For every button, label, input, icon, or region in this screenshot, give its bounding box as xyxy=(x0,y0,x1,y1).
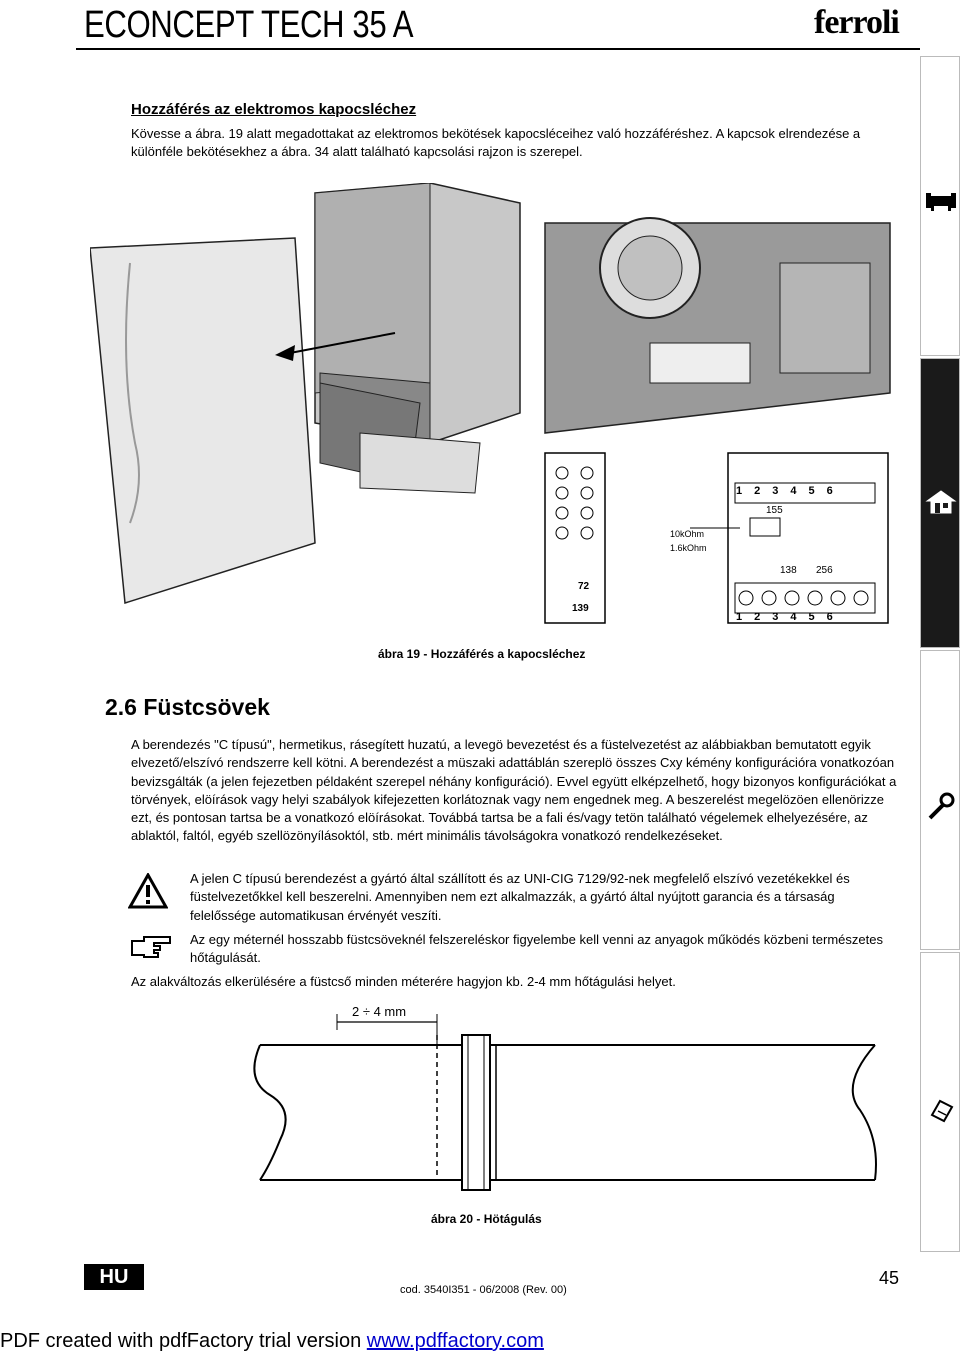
house-icon xyxy=(921,489,960,522)
brand-logo: ferroli xyxy=(814,4,899,41)
wrench-icon xyxy=(921,791,960,828)
label-138: 138 xyxy=(780,565,797,576)
chapter-paragraph: A berendezés "C típusú", hermetikus, rásegített huzatú, a levegö bevezetést és a füstelvezetést az alábbiakban bemutatott egyik elvezető/elszívó rendszerre kell kötni. A berendezést a müszaki adattáblán szereplö összes Cxy kémény konfigurációra vonatkozóan bevizsgálták (a jelen fejezetben példaként szerepel néhány konfiguráció). Evvel együtt elképzelhető, hogy bizonyos konfigurációkat a törvények, elöírások vagy helyi szabályok kifejezetten korlátoznak vagy nem engednek meg. A beszerelést megelözöen ellenörizze ezt, és pontosan tartsa be a vonatkozó elöírásokat. Továbbá tartsa be a fali és/vagy tetön található végelemek elhelyezésére, az ablaktól, faltól, egyéb szellözönyílásoktól, stb. mért minimális távolságokra vonatkozó rendelkezéseket. xyxy=(131,737,897,844)
pointing-hand-icon xyxy=(130,933,174,964)
document-code: cod. 3540I351 - 06/2008 (Rev. 00) xyxy=(400,1284,567,1296)
expansion-paragraph: Az alakváltozás elkerülésére a füstcső minden méterére hagyjon kb. 2-4 mm hőtágulási helyet. xyxy=(131,974,676,989)
pdf-watermark xyxy=(0,1330,544,1353)
section-title: Hozzáférés az elektromos kapocsléchez xyxy=(131,101,417,118)
label-1-6kohm: 1.6kOhm xyxy=(670,543,707,553)
label-10kohm: 10kOhm xyxy=(670,529,705,539)
flue-pipe-diagram xyxy=(240,1000,880,1200)
pdf-watermark-text: PDF created with pdfFactory trial version xyxy=(0,1330,367,1352)
side-tab-technical[interactable] xyxy=(920,952,960,1252)
figure-19-caption: ábra 19 - Hozzáférés a kapocsléchez xyxy=(378,647,586,661)
warning-icon xyxy=(128,873,168,914)
label-155: 155 xyxy=(766,505,783,516)
side-tab-installation[interactable] xyxy=(920,358,960,648)
side-tab-service[interactable] xyxy=(920,650,960,950)
terminal-top-numbers: 123456 xyxy=(736,485,845,497)
figure-20 xyxy=(240,1000,880,1200)
label-72: 72 xyxy=(578,581,590,592)
figure-19 xyxy=(90,183,900,643)
dimension-label: 2 ÷ 4 mm xyxy=(352,1004,407,1019)
clipboard-icon xyxy=(921,1093,960,1130)
label-139: 139 xyxy=(572,603,589,614)
page-number: 45 xyxy=(879,1268,900,1288)
warning-text: A jelen C típusú berendezést a gyártó által szállított és az UNI-CIG 7129/92-nek megfelelő elszívó vezetékekkel és füstelvezetőkkel kell beszerelni. Amennyiben nem ezt alkalmazzák, a gyártó által nyújtott garancia és a társaság felelőssége automatikusan érvényét veszíti. xyxy=(190,871,850,923)
tip-text: Az egy méternél hosszabb füstcsöveknél felszereléskor figyelembe kell venni az anyagok működés közbeni természetes hőtágulását. xyxy=(190,932,883,966)
section-paragraph: Kövesse a ábra. 19 alatt megadottakat az elektromos bekötések kapocsléceihez való hozzáféréshez. A kapcsok elrendezése a különféle bekötésekhez a ábra. 34 alatt található kapcsolási rajzon is szerepel. xyxy=(131,126,861,160)
document-title: ECONCEPT TECH 35 A xyxy=(84,4,414,46)
side-tab-user[interactable] xyxy=(920,56,960,356)
terminal-bottom-numbers: 123456 xyxy=(736,611,845,623)
header-rule xyxy=(76,48,920,50)
chapter-title: 2.6 Füstcsövek xyxy=(105,694,270,720)
language-badge: HU xyxy=(84,1264,144,1290)
boiler-illustration xyxy=(90,183,900,643)
label-256: 256 xyxy=(816,565,833,576)
figure-20-caption: ábra 20 - Hötágulás xyxy=(431,1212,542,1226)
armchair-icon xyxy=(921,187,960,219)
pdffactory-link[interactable]: www.pdffactory.com xyxy=(366,1330,544,1352)
